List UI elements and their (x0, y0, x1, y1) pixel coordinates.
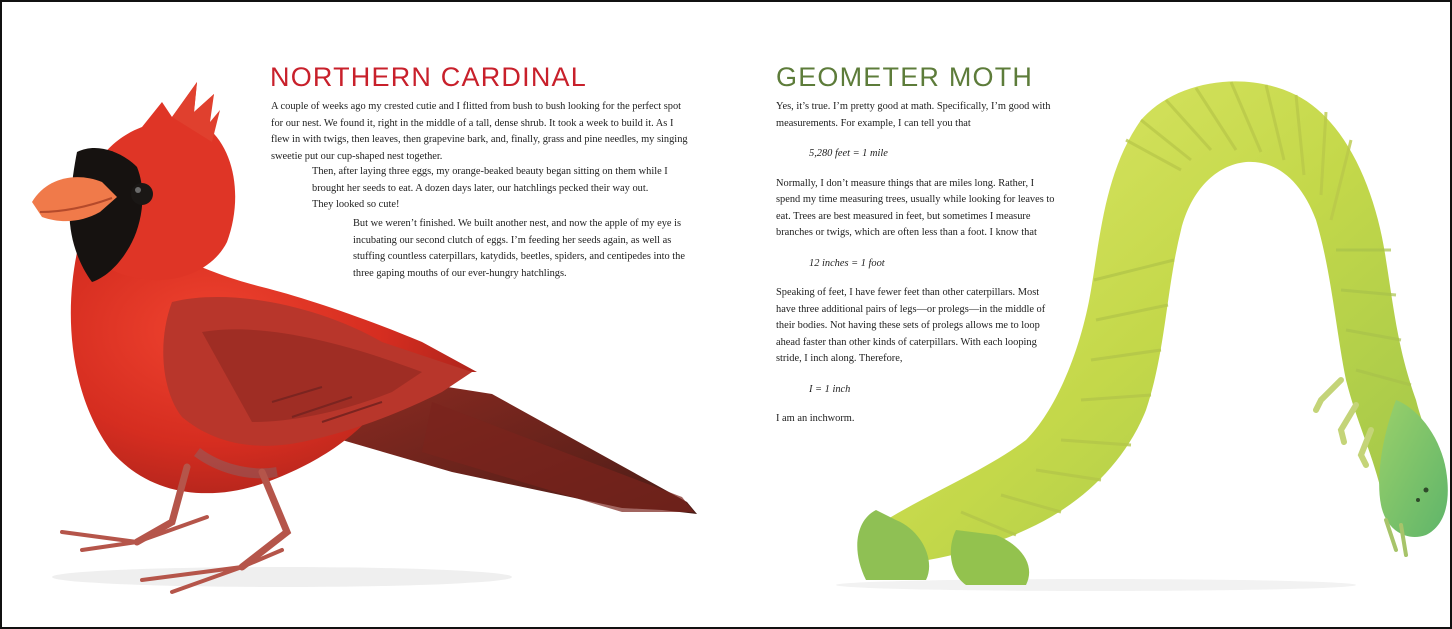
equation-feet: 12 inches = 1 foot (809, 257, 885, 269)
page-title-geometer-moth: GEOMETER MOTH (776, 62, 1034, 92)
page-title-northern-cardinal: NORTHERN CARDINAL (270, 62, 587, 92)
cardinal-text-2: Then, after laying three eggs, my orange-beaked beauty began sitting on them while I brought her seeds to eat. A dozen days later, our hatchlings pecked their way out. They looked so cute! (312, 166, 668, 210)
equation-inch: I = 1 inch (809, 383, 851, 395)
moth-closing: I am an inchworm. (776, 413, 855, 424)
moth-text-column (776, 99, 1056, 442)
cardinal-paragraph-1 (271, 99, 691, 165)
moth-intro: Yes, it’s true. I’m pretty good at math. Specifically, I’m good with measurements. For example, I can tell you that (776, 101, 1051, 129)
moth-paragraph-3: Speaking of feet, I have fewer feet than other caterpillars. Most have three additional pairs of legs—or prolegs—in the middle of their bodies. Not having these sets of prolegs allows me to loop ahead faster than other kinds of caterpillars. With each looping stride, I inch along. Therefore, (776, 287, 1046, 364)
cardinal-text-3: But we weren’t finished. We built another nest, and now the apple of my eye is incubating our second clutch of eggs. I’m feeding her seeds again, as well as stuffing countless caterpillars, katydids, beetles, spiders, and centipedes into the three gaping mouths of our ever-hungry hatchlings. (353, 218, 685, 279)
cardinal-paragraph-3 (353, 216, 693, 282)
left-page (2, 2, 726, 627)
right-page (726, 2, 1450, 627)
equation-miles: 5,280 feet = 1 mile (809, 148, 888, 159)
cardinal-text-1: A couple of weeks ago my crested cutie and I flitted from bush to bush looking for the perfect spot for our nest. We found it, right in the middle of a tall, dense shrub. It took a week to build it. As I flew in with twigs, then leaves, then grapevine bark, and, finally, grass and pine needles, my singing sweetie put our cup-shaped nest together. (271, 101, 688, 162)
moth-paragraph-2: Normally, I don’t measure things that are miles long. Rather, I spend my time measuring trees, usually while looking for leaves to eat. Trees are best measured in feet, but sometimes I measure branches or twigs, which are often less than a foot. I know that (776, 177, 1055, 238)
cardinal-paragraph-2 (312, 164, 672, 214)
